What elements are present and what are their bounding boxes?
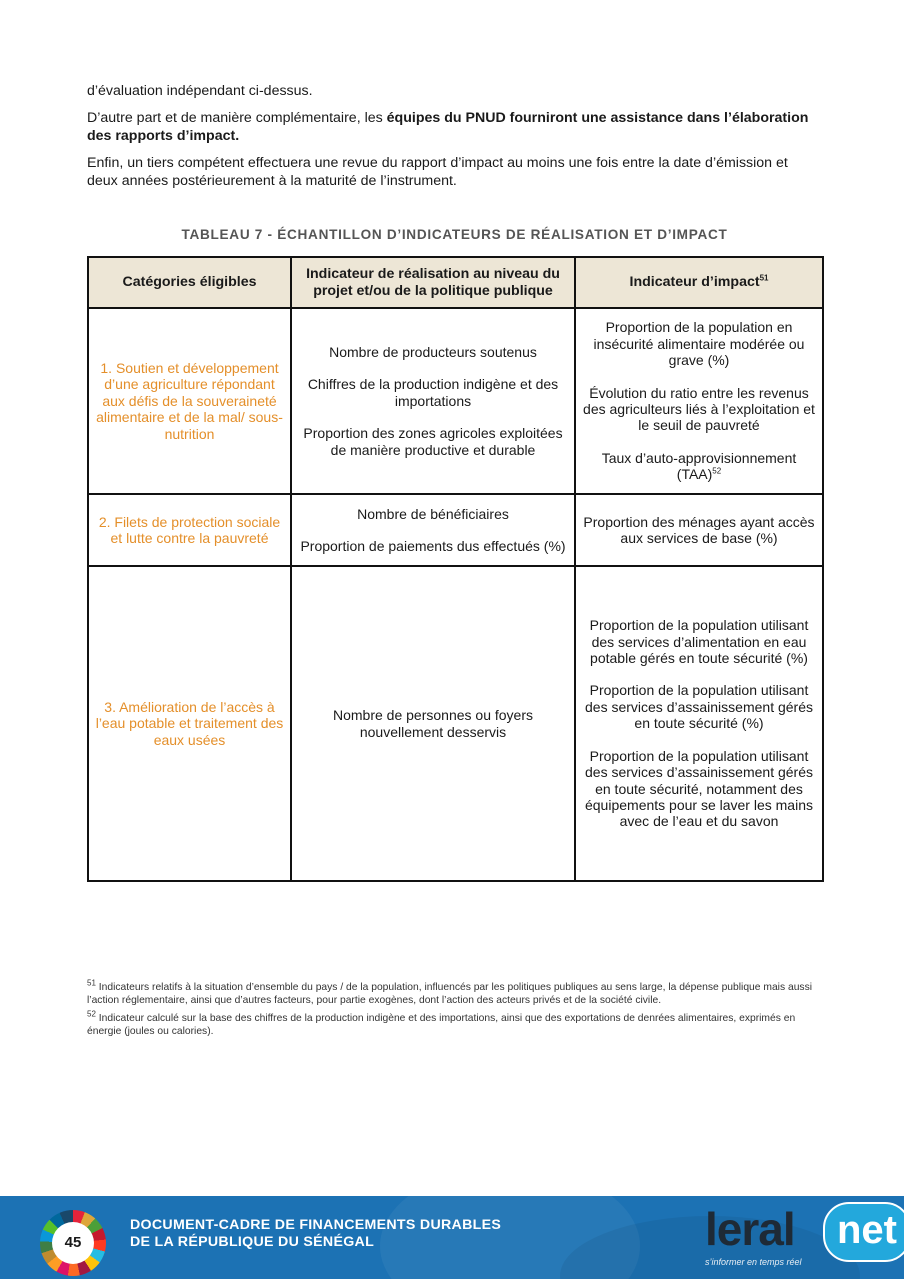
realisation-item: Nombre de personnes ou foyers nouvellement desservis <box>333 707 533 740</box>
realisation-item: Chiffres de la production indigène et des importations <box>307 376 559 409</box>
indicators-table <box>87 256 824 882</box>
logo-leral-text: leral <box>705 1203 795 1255</box>
document-title-line-1: DOCUMENT-CADRE DE FINANCEMENTS DURABLES <box>130 1217 502 1233</box>
impact-cell <box>575 494 823 566</box>
impact-item: Proportion des ménages ayant accès aux services de base (%) <box>583 513 815 546</box>
impact-item: Proportion de la population utilisant des services d’assainissement gérés en toute sécurité, notamment des équipements pour se laver les mains avec de l’eau et du savon <box>584 747 813 830</box>
table-row <box>88 308 823 494</box>
document-title <box>130 1217 501 1251</box>
impact-item: Proportion de la population utilisant des services d’alimentation en eau potable gérés en toute sécurité (%) <box>589 617 809 667</box>
footnote-text: Indicateurs relatifs à la situation d’ensemble du pays / de la population, influencés par les politiques publiques au sens large, la dépense publique mais aussi l’action réglementaire, ainsi que d’autres facteurs, pour partie exogènes, dont l’action des acteurs privés et de la société civile. <box>87 982 813 1006</box>
impact-item: Proportion de la population en insécurité alimentaire modérée ou grave (%) <box>593 319 805 369</box>
intro-paragraph-1: d’évaluation indépendant ci-dessus. <box>87 83 313 99</box>
logo-tagline: s’informer en temps réel <box>705 1257 802 1267</box>
category-cell: 2. Filets de protection sociale et lutte contre la pauvreté <box>88 494 291 566</box>
leralnet-logo[interactable] <box>703 1202 904 1279</box>
impact-item <box>582 450 816 483</box>
header-realisation: Indicateur de réalisation au niveau du projet et/ou de la politique publique <box>291 257 575 308</box>
page-number: 45 <box>52 1222 94 1264</box>
table-row <box>88 494 823 566</box>
header-impact <box>575 257 823 308</box>
intro-p2-text: D’autre part et de manière complémentaire, les <box>87 110 387 126</box>
footnote-number: 52 <box>87 1009 96 1019</box>
realisation-cell <box>291 494 575 566</box>
footnote-ref-52[interactable]: 52 <box>712 466 722 476</box>
page-footer <box>0 1196 904 1279</box>
footnote-ref-51[interactable]: 51 <box>759 273 769 283</box>
realisation-item: Proportion de paiements dus effectués (%) <box>300 538 566 554</box>
header-impact-label: Indicateur d’impact <box>629 274 760 290</box>
table-row <box>88 566 823 881</box>
footnote-number: 51 <box>87 978 96 988</box>
footnote-text: Indicateur calculé sur la base des chiffres de la production indigène et des importations, ainsi que des exportations de denrées alimentaires, exprimés en énergie (joules ou calories). <box>87 1013 796 1037</box>
logo-net-badge <box>823 1202 904 1262</box>
footnote-51 <box>87 978 822 1007</box>
intro-paragraph-3: Enfin, un tiers compétent effectuera une revue du rapport d’impact au moins une fois entre la date d’émission et deux années postérieurement à la maturité de l’instrument. <box>87 155 788 189</box>
footnotes <box>87 978 822 1044</box>
category-cell: 1. Soutien et développement d’une agriculture répondant aux défis de la souveraineté alimentaire et de la mal/ sous-nutrition <box>88 308 291 494</box>
realisation-item: Nombre de bénéficiaires <box>357 505 509 522</box>
header-categories: Catégories éligibles <box>88 257 291 308</box>
impact-item: Proportion de la population utilisant des services d’assainissement gérés en toute sécurité (%) <box>585 682 813 732</box>
sdg-wheel-icon <box>40 1210 106 1276</box>
category-cell: 3. Amélioration de l’accès à l’eau potable et traitement des eaux usées <box>88 566 291 881</box>
impact-cell <box>575 566 823 881</box>
realisation-item: Nombre de producteurs soutenus <box>329 343 537 360</box>
impact-item-text: Taux d’auto-approvisionnement (TAA) <box>601 449 797 483</box>
impact-item: Évolution du ratio entre les revenus des agriculteurs liés à l’exploitation et le seuil de pauvreté <box>583 384 815 434</box>
table-header-row <box>88 257 823 308</box>
realisation-cell <box>291 308 575 494</box>
table-title: TABLEAU 7 - ÉCHANTILLON D’INDICATEURS DE RÉALISATION ET D’IMPACT <box>181 227 728 242</box>
impact-cell <box>575 308 823 494</box>
intro-text <box>87 82 822 199</box>
logo-net-text: net <box>837 1208 897 1252</box>
intro-paragraph-2 <box>87 109 822 145</box>
intro-p2-bold: équipes du PNUD fourniront une assistance dans l’élaboration des rapports d’impact. <box>87 110 809 144</box>
realisation-cell <box>291 566 575 881</box>
footnote-52 <box>87 1009 822 1038</box>
document-title-line-2: DE LA RÉPUBLIQUE DU SÉNÉGAL <box>130 1234 375 1250</box>
realisation-item: Proportion des zones agricoles exploitées de manière productive et durable <box>303 425 563 458</box>
